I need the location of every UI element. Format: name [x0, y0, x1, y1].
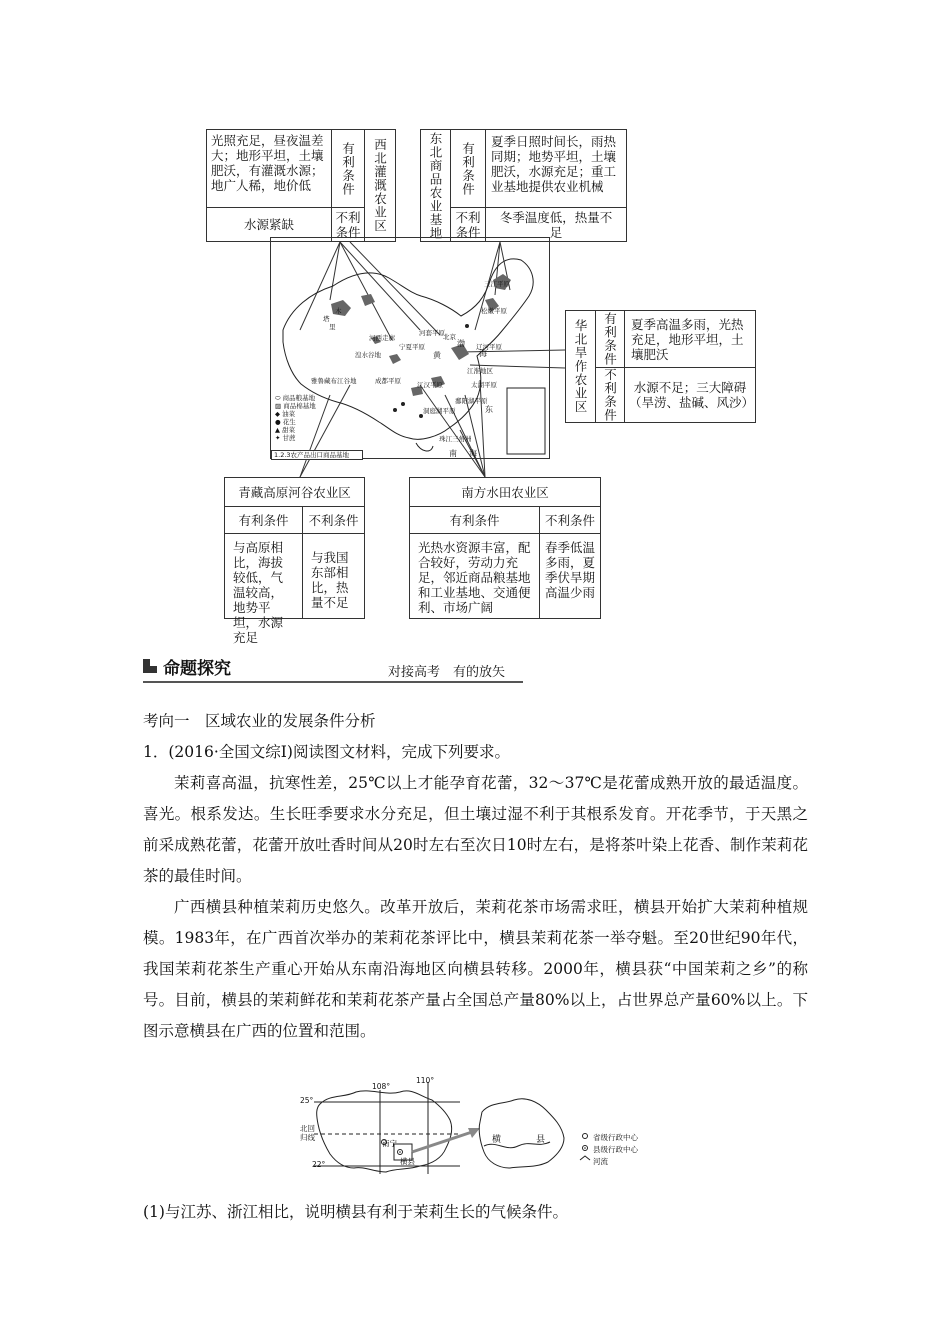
- paragraph-1: 茉莉喜高温，抗寒性差，25℃以上才能孕育花蕾，32～37℃是花蕾成熟开放的最适温度。喜光。根系发达。生长旺季要求水分充足，但土壤过湿不利于其根系发育。开花季节，于天黑之前采成熟花蕾，花蕾开放吐香时间从20时左右至次日10时左右，是将茶叶染上花香、制作茉莉花茶的最佳时间。: [143, 774, 808, 885]
- northwest-favorable-text: 光照充足，昼夜温差大；地形平坦，土壤肥沃，有灌溉水源；地广人稀，地价低: [206, 129, 332, 208]
- map-label-bo: 渤: [457, 339, 465, 348]
- map-label-hexi: 河西走廊: [369, 334, 395, 342]
- northeast-region-name: 东北商品农业基地: [428, 131, 443, 240]
- lon-110-label: 110°: [416, 1076, 435, 1085]
- tibet-box: [224, 477, 365, 645]
- map-label-liaohe: 辽河平原: [476, 343, 502, 351]
- map-label-zhujiang: 珠江三角洲: [439, 435, 472, 443]
- northchina-unfavorable-label: 不利条件: [602, 368, 618, 422]
- northchina-unfavorable-text: 水源不足；三大障碍（旱涝、盐碱、风沙）: [624, 367, 756, 423]
- northwest-unfavorable-label: 不利条件: [331, 207, 365, 242]
- south-region-name: 南方水田农业区: [409, 477, 601, 507]
- tibet-unfavorable-text: 与我国东部相比，热量不足: [302, 533, 365, 619]
- map-label-ta: 塔: [323, 315, 330, 323]
- tibet-favorable-text: 与高原相比，海拔较低，气温较高，地势平坦，水源充足: [224, 533, 303, 619]
- paragraph-2: 广西横县种植茉莉历史悠久。改革开放后，茉莉花茶市场需求旺，横县开始扩大茉莉种植规模。1983年，在广西首次举办的茉莉花茶评比中，横县茉莉花茶一举夺魁。至20世纪90年代，我国茉莉花茶生产重心开始从东南沿海地区向横县转移。2000年，横县获“中国茉莉之乡”的称号。目前，横县的茉莉鲜花和茉莉花茶产量占全国总产量80%以上，占世界总产量60%以上。下图示意横县在广西的位置和范围。: [143, 898, 808, 1040]
- south-box: [409, 477, 601, 619]
- map-label-poyang: 鄱阳湖平原: [455, 397, 488, 405]
- northeast-favorable-label: 有利条件: [460, 141, 476, 196]
- question-1: 1．(2016·全国文综Ⅰ)阅读图文材料，完成下列要求。: [143, 743, 510, 761]
- peanut-icon: ●: [275, 418, 281, 426]
- map-label-jianghan: 江汉平原: [417, 381, 443, 389]
- tibet-region-name: 青藏高原河谷农业区: [224, 477, 365, 507]
- sugarcane-icon: ✦: [275, 434, 281, 442]
- map-label-dongting: 洞庭湖平原: [423, 407, 456, 415]
- northchina-favorable-text: 夏季高温多雨，光热充足，地形平坦，土壤肥沃: [624, 310, 756, 368]
- northeast-unfavorable-text: 冬季温度低，热量不足: [485, 207, 627, 242]
- map-label-dong: 东: [485, 405, 493, 414]
- inset-xian-label: 县: [536, 1135, 546, 1145]
- northeast-unfavorable-label: 不利条件: [450, 207, 486, 242]
- northwest-unfavorable-text: 水源紧缺: [206, 207, 332, 242]
- northwest-favorable-label: 有利条件: [340, 141, 356, 196]
- northeast-favorable-text: 夏季日照时间长，雨热同期；地势平坦，土壤肥沃，水源充足；重工业基地提供农业机械: [485, 129, 627, 208]
- beet-icon: ▲: [275, 426, 280, 434]
- nanning-label: 南宁: [382, 1139, 397, 1148]
- legend-provincial-center: 省级行政中心: [593, 1133, 638, 1142]
- south-unfavorable-label: 不利条件: [539, 506, 601, 534]
- map-label-li: 里: [329, 323, 336, 331]
- south-favorable-text: 光热水资源丰富，配合较好，劳动力充足，邻近商品粮基地和工业基地、交通便利、市场广阔: [409, 533, 540, 619]
- northwest-box: [206, 129, 396, 242]
- map-label-huangshui: 湟水谷地: [355, 351, 381, 359]
- map-label-yarlung: 雅鲁藏布江谷地: [311, 377, 357, 385]
- section-title: 命题探究: [163, 659, 231, 679]
- section-divider: [143, 681, 523, 683]
- grain-base-icon: ⬭: [275, 394, 281, 402]
- inset-heng-label: 横: [492, 1135, 502, 1145]
- northchina-box: [565, 310, 756, 423]
- map-legend: [275, 394, 316, 442]
- topic-heading: 考向一 区域农业的发展条件分析: [143, 712, 376, 730]
- lat-25-label: 25°: [300, 1096, 314, 1105]
- map-label-hetao: 河套平原: [419, 329, 445, 337]
- legend-item-grain: ⬭ 商品粮基地: [275, 394, 316, 402]
- northeast-box: [420, 129, 627, 242]
- lat-22-label: 22°: [312, 1160, 326, 1169]
- northchina-region-name: 华北旱作农业区: [573, 319, 588, 414]
- south-favorable-label: 有利条件: [409, 506, 540, 534]
- map-label-mu: 木: [335, 307, 342, 315]
- map-label-hai1: 海: [479, 349, 487, 358]
- sub-question-1: (1)与江苏、浙江相比，说明横县有利于茉莉生长的气候条件。: [143, 1203, 568, 1221]
- legend-item-rapeseed: ◆ 油菜: [275, 410, 296, 418]
- rapeseed-icon: ◆: [275, 410, 280, 418]
- guangxi-location-map: [300, 1076, 690, 1174]
- section-icon: [143, 658, 157, 672]
- legend-item-cotton: ▨ 商品棉基地: [275, 402, 316, 410]
- map-caption: 1.2.3农产品出口商品基地: [271, 450, 363, 460]
- map-label-jianghuai: 江淮地区: [467, 367, 493, 375]
- legend-item-beet: ▲ 甜菜: [275, 426, 296, 434]
- map-label-huang: 黄: [433, 351, 441, 360]
- lon-108-label: 108°: [372, 1082, 391, 1091]
- map-label-taihu: 太湖平原: [471, 381, 497, 389]
- map-label-songnen: 松嫩平原: [481, 307, 507, 315]
- northwest-region-name: 西北灌溉农业区: [372, 138, 388, 233]
- map-label-hai2: 海: [469, 449, 477, 458]
- china-agriculture-map: [270, 237, 550, 459]
- south-unfavorable-text: 春季低温多雨，夏季伏旱期高温少雨: [539, 533, 601, 619]
- tibet-favorable-label: 有利条件: [224, 506, 303, 534]
- cotton-base-icon: ▨: [275, 402, 282, 410]
- section-subtitle: 对接高考 有的放矢: [388, 665, 506, 680]
- map-label-nan: 南: [449, 449, 457, 458]
- northchina-favorable-label: 有利条件: [602, 312, 618, 366]
- hengxian-label: 横县: [400, 1157, 415, 1166]
- map-label-beijing: 北京: [443, 333, 456, 341]
- tropic-label: 北回归线: [300, 1124, 315, 1142]
- legend-item-peanut: ● 花生: [275, 418, 296, 426]
- guangxi-outline: [300, 1082, 690, 1174]
- map-label-sanjiang: 三江平原: [484, 280, 510, 288]
- legend-river: 河流: [593, 1157, 608, 1166]
- map-label-ningxia: 宁夏平原: [399, 343, 425, 351]
- tibet-unfavorable-label: 不利条件: [302, 506, 365, 534]
- map-label-chengdu: 成都平原: [375, 377, 401, 385]
- legend-item-sugarcane: ✦ 甘蔗: [275, 434, 296, 442]
- legend-county-center: 县级行政中心: [593, 1145, 638, 1154]
